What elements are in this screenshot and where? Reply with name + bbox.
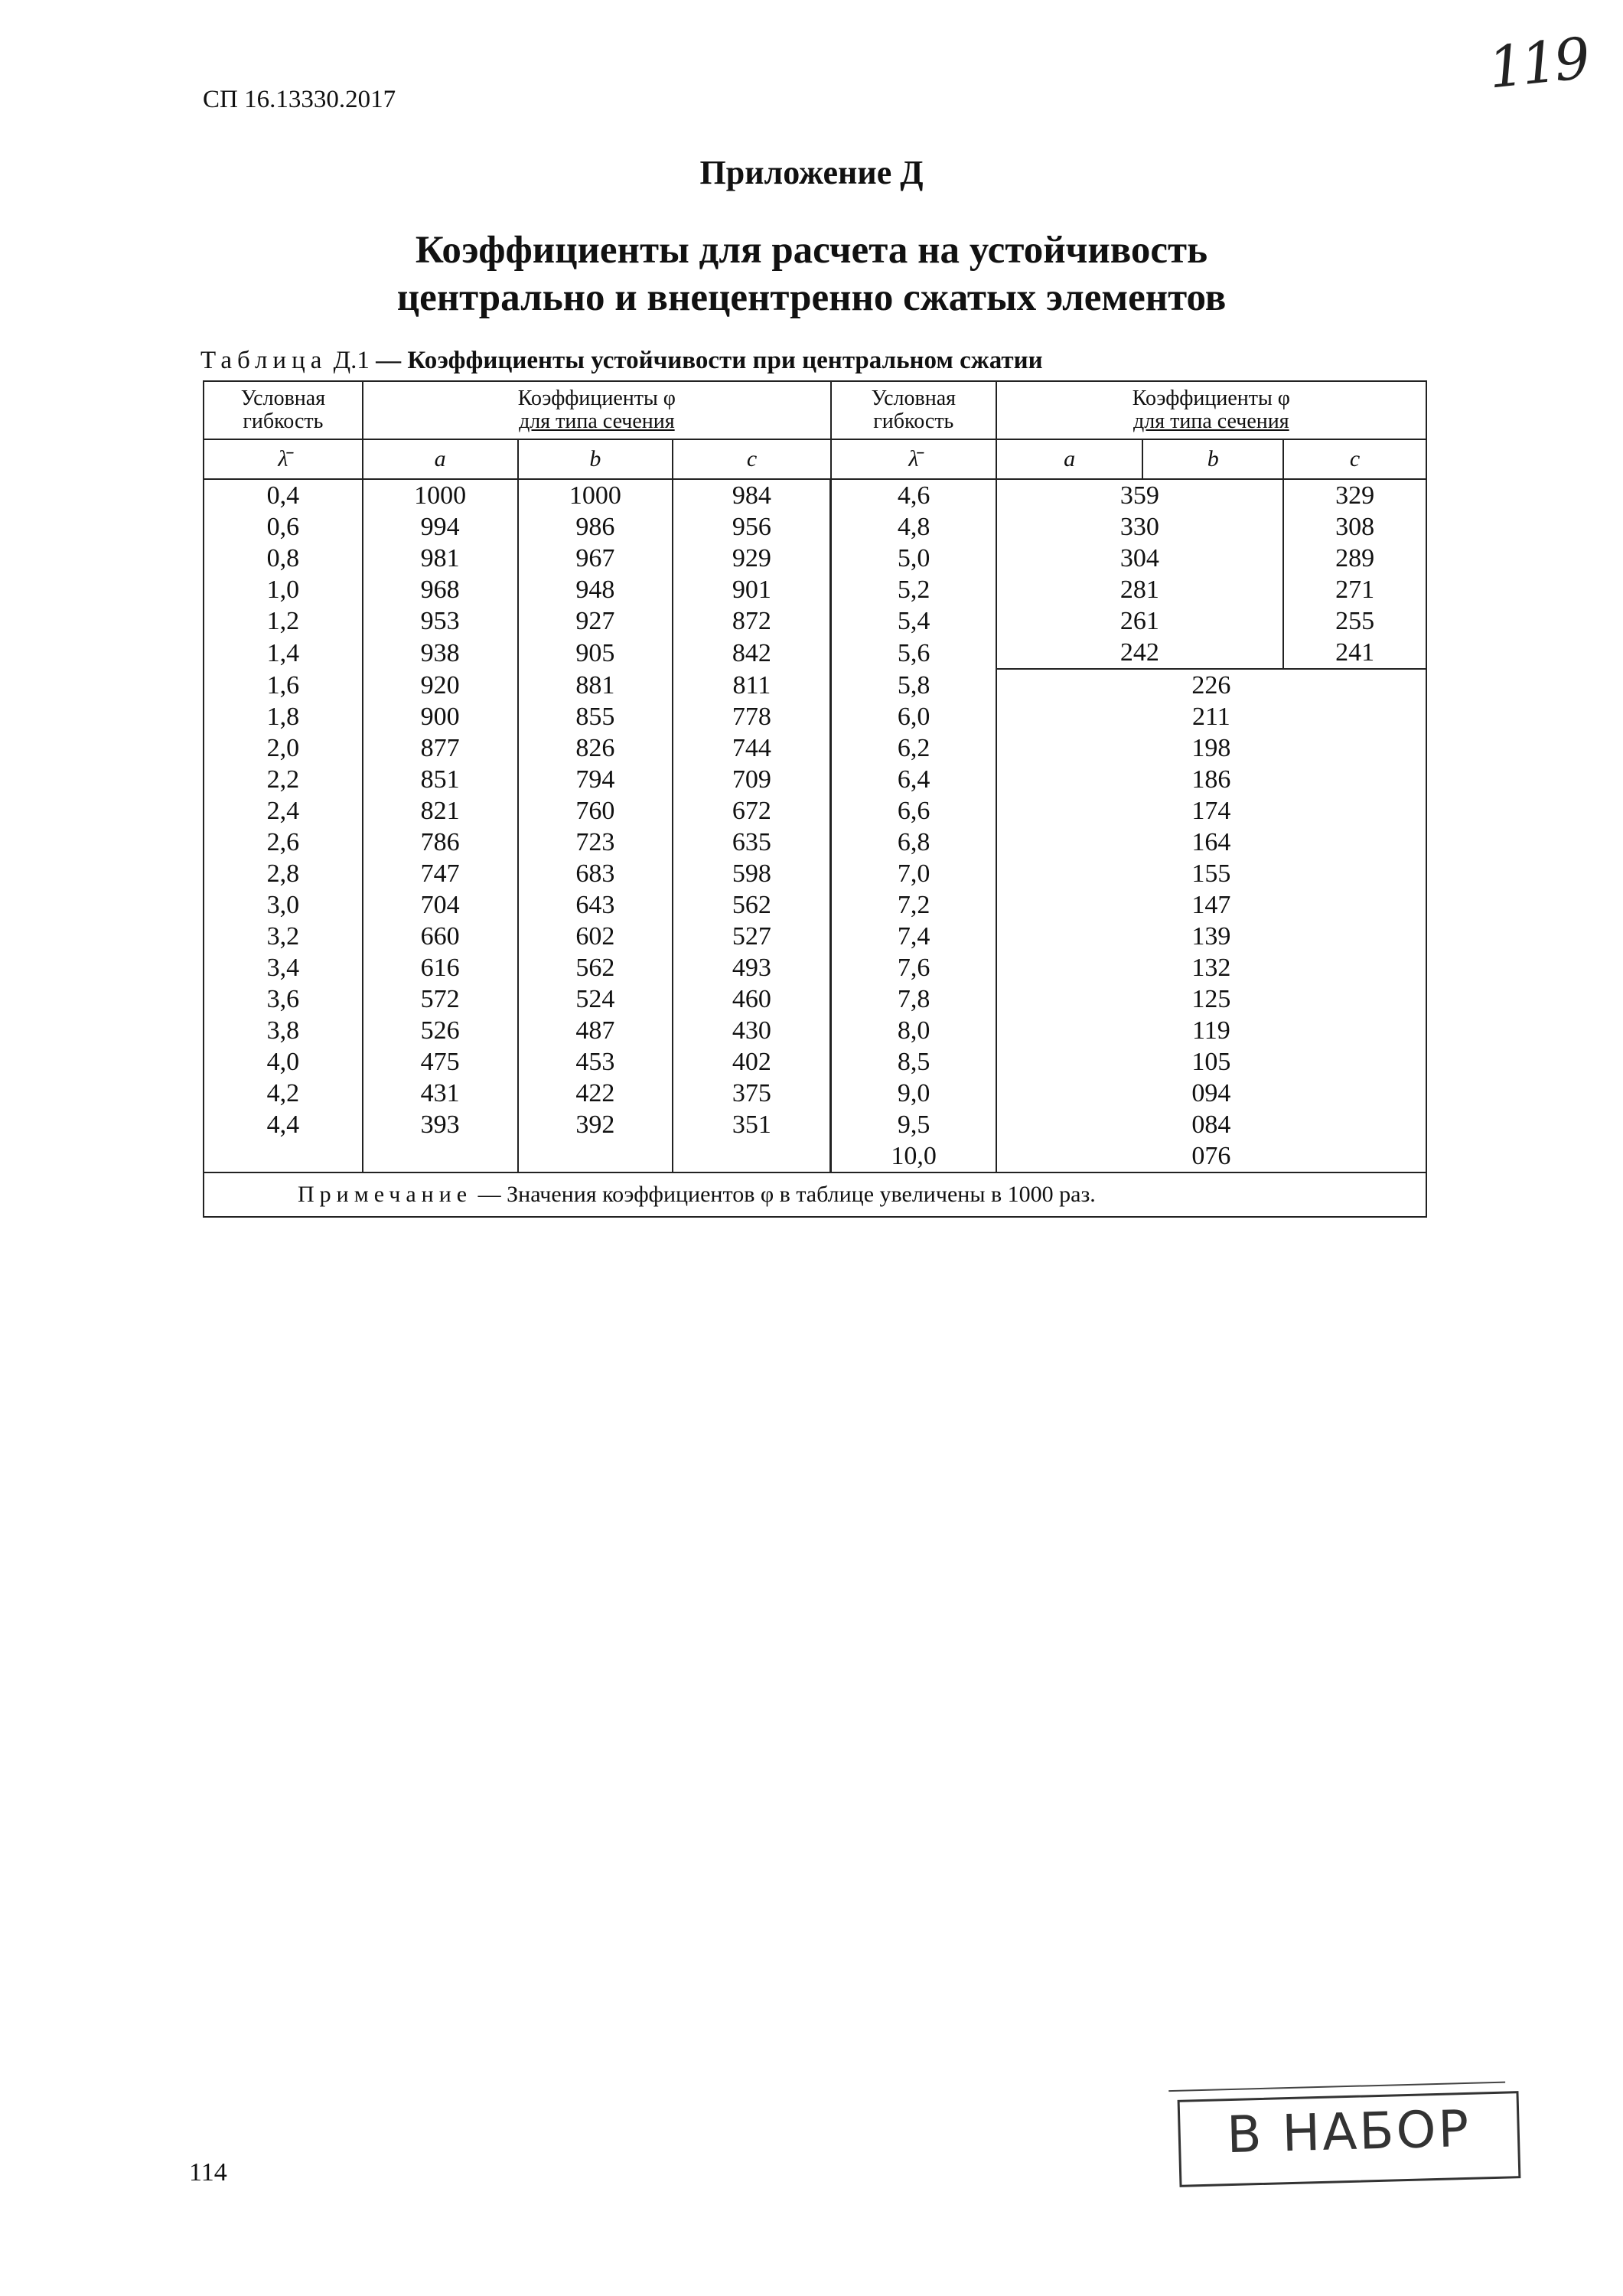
right-slenderness-cell: 5,2 [831, 574, 996, 605]
left-coef-a-cell: 747 [363, 858, 518, 889]
left-slenderness-cell: 3,4 [204, 952, 363, 983]
left-coef-a-cell: 393 [363, 1109, 518, 1140]
left-slenderness-cell: 0,4 [204, 479, 363, 511]
left-slenderness-cell: 0,6 [204, 511, 363, 543]
left-coef-b-cell: 905 [518, 637, 673, 669]
left-slenderness-cell: 3,2 [204, 921, 363, 952]
table-caption [200, 347, 1043, 375]
page-number: 114 [189, 2158, 227, 2187]
right-coef-abc-cell: 105 [996, 1046, 1426, 1078]
left-coef-b-cell: 760 [518, 795, 673, 827]
right-slenderness-cell: 7,8 [831, 983, 996, 1015]
table-row [204, 605, 1426, 637]
left-coef-c-cell: 872 [673, 605, 831, 637]
left-coef-c-cell: 562 [673, 889, 831, 921]
right-slenderness-cell: 7,0 [831, 858, 996, 889]
left-coef-b-cell: 602 [518, 921, 673, 952]
table-row [204, 732, 1426, 764]
left-coef-b-cell: 948 [518, 574, 673, 605]
left-coef-b-cell: 826 [518, 732, 673, 764]
right-slenderness-cell: 6,2 [831, 732, 996, 764]
left-slenderness-cell: 1,4 [204, 637, 363, 669]
table-note-row [204, 1172, 1426, 1217]
left-coef-a-cell: 572 [363, 983, 518, 1015]
stamp-text: В НАБОР [1226, 2099, 1472, 2165]
right-slenderness-cell: 5,8 [831, 669, 996, 701]
right-slenderness-cell: 5,6 [831, 637, 996, 669]
right-coef-abc-cell: 139 [996, 921, 1426, 952]
right-coef-ab-cell: 261 [996, 605, 1283, 637]
right-slenderness-cell: 6,0 [831, 701, 996, 732]
left-slenderness-cell: 1,8 [204, 701, 363, 732]
left-coef-b-cell: 487 [518, 1015, 673, 1046]
type-c-left: c [673, 439, 831, 479]
left-coef-c-cell: 929 [673, 543, 831, 574]
right-coef-abc-cell: 094 [996, 1078, 1426, 1109]
left-coef-a-cell: 821 [363, 795, 518, 827]
header-slenderness-left: Условная гибкость [204, 381, 363, 439]
right-slenderness-cell: 5,0 [831, 543, 996, 574]
lambda-symbol-right: λ̄ [831, 439, 996, 479]
empty-cell [518, 1140, 673, 1172]
table-row [204, 479, 1426, 511]
table-row [204, 827, 1426, 858]
table-note [204, 1172, 1426, 1217]
left-coef-b-cell: 927 [518, 605, 673, 637]
header-coefficients-right: Коэффициенты φ для типа сечения [996, 381, 1426, 439]
type-b-left: b [518, 439, 673, 479]
right-coef-abc-cell: 211 [996, 701, 1426, 732]
stamp [1178, 2091, 1521, 2187]
right-coef-c-cell: 289 [1283, 543, 1426, 574]
right-coef-ab-cell: 281 [996, 574, 1283, 605]
right-coef-abc-cell: 119 [996, 1015, 1426, 1046]
left-coef-c-cell: 351 [673, 1109, 831, 1140]
table-caption-text: — Коэффициенты устойчивости при центральном сжатии [369, 347, 1043, 374]
table-row [204, 1046, 1426, 1078]
left-coef-a-cell: 786 [363, 827, 518, 858]
left-slenderness-cell: 4,0 [204, 1046, 363, 1078]
right-coef-ab-cell: 242 [996, 637, 1283, 669]
left-slenderness-cell: 2,6 [204, 827, 363, 858]
left-coef-a-cell: 968 [363, 574, 518, 605]
right-slenderness-cell: 8,5 [831, 1046, 996, 1078]
left-slenderness-cell: 0,8 [204, 543, 363, 574]
left-slenderness-cell: 2,8 [204, 858, 363, 889]
right-slenderness-cell: 6,6 [831, 795, 996, 827]
right-coef-abc-cell: 076 [996, 1140, 1426, 1172]
empty-cell [204, 1140, 363, 1172]
left-coef-b-cell: 881 [518, 669, 673, 701]
left-coef-c-cell: 778 [673, 701, 831, 732]
left-coef-a-cell: 431 [363, 1078, 518, 1109]
table-caption-number: Д.1 [333, 347, 370, 374]
left-slenderness-cell: 4,4 [204, 1109, 363, 1140]
left-coef-b-cell: 986 [518, 511, 673, 543]
left-slenderness-cell: 3,0 [204, 889, 363, 921]
left-coef-b-cell: 453 [518, 1046, 673, 1078]
right-coef-abc-cell: 132 [996, 952, 1426, 983]
appendix-title: Приложение Д [699, 154, 924, 191]
left-slenderness-cell: 2,4 [204, 795, 363, 827]
table-row [204, 983, 1426, 1015]
table-row [204, 889, 1426, 921]
left-coef-c-cell: 709 [673, 764, 831, 795]
table-row [204, 543, 1426, 574]
right-slenderness-cell: 9,0 [831, 1078, 996, 1109]
type-a-left: a [363, 439, 518, 479]
right-slenderness-cell: 4,6 [831, 479, 996, 511]
document-code: СП 16.13330.2017 [203, 86, 396, 113]
left-coef-c-cell: 430 [673, 1015, 831, 1046]
table-note-text: — Значения коэффициентов φ в таблице увеличены в 1000 раз. [472, 1182, 1096, 1207]
right-coef-ab-cell: 330 [996, 511, 1283, 543]
table-row [204, 637, 1426, 669]
left-coef-a-cell: 877 [363, 732, 518, 764]
left-slenderness-cell: 3,8 [204, 1015, 363, 1046]
right-slenderness-cell: 6,8 [831, 827, 996, 858]
section-title-line2: центрально и внецентренно сжатых элементов [396, 276, 1227, 319]
right-coef-abc-cell: 186 [996, 764, 1426, 795]
left-coef-a-cell: 981 [363, 543, 518, 574]
left-coef-c-cell: 375 [673, 1078, 831, 1109]
right-coef-ab-cell: 304 [996, 543, 1283, 574]
right-coef-abc-cell: 226 [996, 669, 1426, 701]
empty-cell [363, 1140, 518, 1172]
table-row [204, 764, 1426, 795]
left-coef-a-cell: 953 [363, 605, 518, 637]
left-coef-c-cell: 493 [673, 952, 831, 983]
left-coef-c-cell: 598 [673, 858, 831, 889]
section-title-line1: Коэффициенты для расчета на устойчивость [415, 229, 1208, 272]
right-coef-c-cell: 255 [1283, 605, 1426, 637]
left-slenderness-cell: 1,0 [204, 574, 363, 605]
right-coef-abc-cell: 125 [996, 983, 1426, 1015]
header-slenderness-right: Условная гибкость [831, 381, 996, 439]
stability-coefficients-table [203, 380, 1427, 1218]
left-coef-c-cell: 744 [673, 732, 831, 764]
handwritten-page-number: 119 [1484, 25, 1591, 102]
table-note-label: Примечание [298, 1182, 473, 1207]
left-slenderness-cell: 1,2 [204, 605, 363, 637]
table-row [204, 669, 1426, 701]
left-slenderness-cell: 2,0 [204, 732, 363, 764]
left-slenderness-cell: 4,2 [204, 1078, 363, 1109]
table-row [204, 921, 1426, 952]
right-slenderness-cell: 7,4 [831, 921, 996, 952]
left-coef-a-cell: 1000 [363, 479, 518, 511]
empty-cell [673, 1140, 831, 1172]
left-coef-b-cell: 1000 [518, 479, 673, 511]
left-coef-a-cell: 994 [363, 511, 518, 543]
left-coef-b-cell: 643 [518, 889, 673, 921]
table-row [204, 701, 1426, 732]
right-coef-abc-cell: 174 [996, 795, 1426, 827]
right-slenderness-cell: 4,8 [831, 511, 996, 543]
left-coef-a-cell: 475 [363, 1046, 518, 1078]
left-coef-b-cell: 967 [518, 543, 673, 574]
left-coef-a-cell: 616 [363, 952, 518, 983]
left-coef-b-cell: 422 [518, 1078, 673, 1109]
left-coef-c-cell: 956 [673, 511, 831, 543]
table-row [204, 1140, 1426, 1172]
table-row [204, 511, 1426, 543]
left-coef-c-cell: 635 [673, 827, 831, 858]
left-coef-b-cell: 794 [518, 764, 673, 795]
left-coef-a-cell: 900 [363, 701, 518, 732]
right-coef-c-cell: 329 [1283, 479, 1426, 511]
left-coef-a-cell: 660 [363, 921, 518, 952]
left-slenderness-cell: 3,6 [204, 983, 363, 1015]
table-row [204, 1109, 1426, 1140]
type-b-right: b [1142, 439, 1283, 479]
right-coef-c-cell: 271 [1283, 574, 1426, 605]
left-coef-c-cell: 672 [673, 795, 831, 827]
right-coef-abc-cell: 164 [996, 827, 1426, 858]
left-coef-b-cell: 855 [518, 701, 673, 732]
type-c-right: c [1283, 439, 1426, 479]
table-row [204, 795, 1426, 827]
left-coef-a-cell: 920 [363, 669, 518, 701]
right-coef-abc-cell: 147 [996, 889, 1426, 921]
right-coef-ab-cell: 359 [996, 479, 1283, 511]
left-coef-c-cell: 460 [673, 983, 831, 1015]
table-row [204, 1078, 1426, 1109]
left-slenderness-cell: 2,2 [204, 764, 363, 795]
table-row [204, 952, 1426, 983]
left-coef-c-cell: 402 [673, 1046, 831, 1078]
stamp-border-line [1168, 2082, 1505, 2092]
left-coef-b-cell: 723 [518, 827, 673, 858]
header-coefficients-left: Коэффициенты φ для типа сечения [363, 381, 831, 439]
left-coef-c-cell: 984 [673, 479, 831, 511]
left-slenderness-cell: 1,6 [204, 669, 363, 701]
left-coef-b-cell: 392 [518, 1109, 673, 1140]
right-slenderness-cell: 9,5 [831, 1109, 996, 1140]
right-coef-abc-cell: 198 [996, 732, 1426, 764]
left-coef-b-cell: 524 [518, 983, 673, 1015]
right-slenderness-cell: 5,4 [831, 605, 996, 637]
left-coef-a-cell: 938 [363, 637, 518, 669]
left-coef-b-cell: 683 [518, 858, 673, 889]
table-row [204, 574, 1426, 605]
right-slenderness-cell: 7,6 [831, 952, 996, 983]
left-coef-a-cell: 851 [363, 764, 518, 795]
left-coef-c-cell: 842 [673, 637, 831, 669]
right-slenderness-cell: 10,0 [831, 1140, 996, 1172]
type-a-right: a [996, 439, 1143, 479]
table-caption-label: Таблица [200, 347, 328, 374]
right-slenderness-cell: 6,4 [831, 764, 996, 795]
table-row [204, 858, 1426, 889]
right-slenderness-cell: 7,2 [831, 889, 996, 921]
right-slenderness-cell: 8,0 [831, 1015, 996, 1046]
left-coef-b-cell: 562 [518, 952, 673, 983]
right-coef-c-cell: 241 [1283, 637, 1426, 669]
left-coef-c-cell: 527 [673, 921, 831, 952]
right-coef-c-cell: 308 [1283, 511, 1426, 543]
left-coef-c-cell: 811 [673, 669, 831, 701]
right-coef-abc-cell: 084 [996, 1109, 1426, 1140]
left-coef-a-cell: 526 [363, 1015, 518, 1046]
table-row [204, 1015, 1426, 1046]
left-coef-a-cell: 704 [363, 889, 518, 921]
lambda-symbol-left: λ̄ [204, 439, 363, 479]
left-coef-c-cell: 901 [673, 574, 831, 605]
right-coef-abc-cell: 155 [996, 858, 1426, 889]
